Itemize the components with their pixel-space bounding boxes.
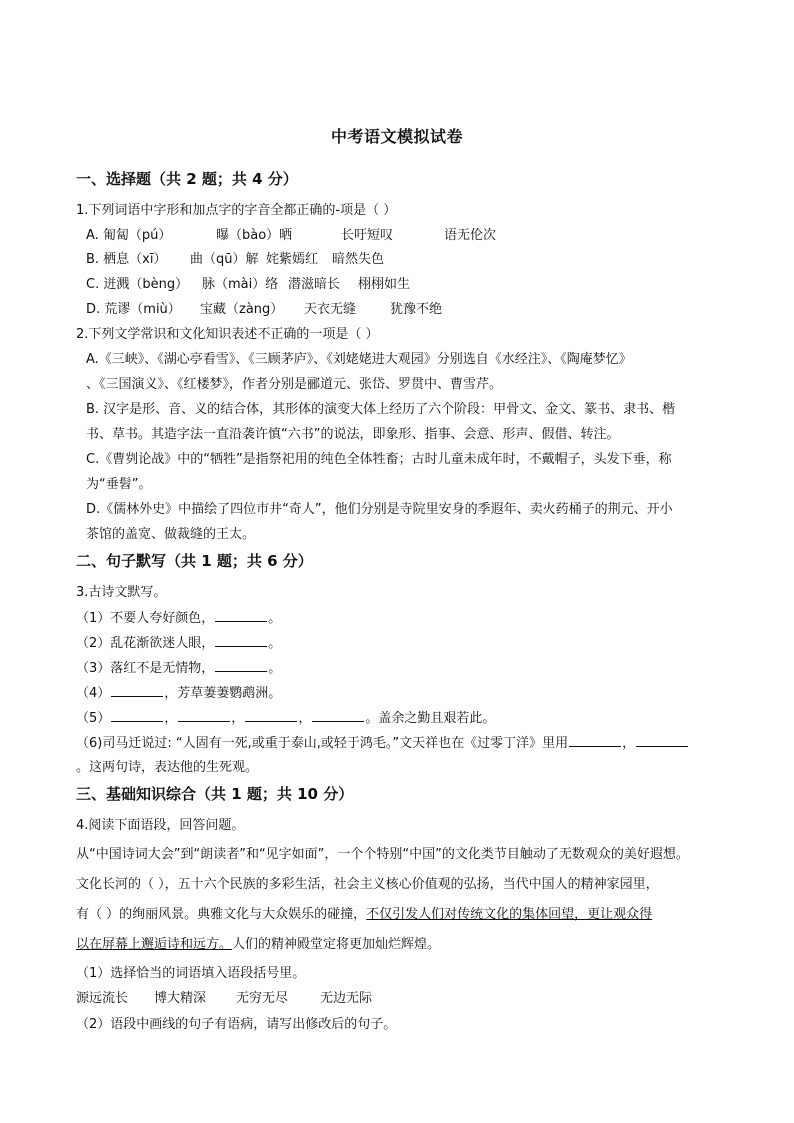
answer-blank[interactable] bbox=[569, 734, 621, 747]
page-title: 中考语文模拟试卷 bbox=[330, 127, 463, 146]
q3-line-5 bbox=[76, 709, 495, 728]
q4-p3-text: 有（ ）的绚丽风景。典雅文化与大众娱乐的碰撞， bbox=[76, 907, 367, 922]
q3-2-text: （2）乱花渐欲迷人眼， bbox=[76, 636, 215, 651]
q3-line-2 bbox=[76, 634, 281, 653]
q3-1-text: （1）不要人夸好颜色， bbox=[76, 611, 215, 626]
word-choice: 源远流长 bbox=[76, 991, 129, 1006]
q4-para-line1: 从“中国诗词大会”到“朗读者”和“见字如面”，一个个特别“中国”的文化类节目触动了无数观众的美好遐想。 bbox=[76, 847, 689, 862]
q1-a-4: 语无伦次 bbox=[444, 228, 497, 243]
q1-stem: 1.下列词语中字形和加点字的字音全都正确的-项是（ ） bbox=[76, 203, 397, 218]
q3-6-sep: ， bbox=[622, 736, 636, 751]
q2-c-line2: 为“垂髫”。 bbox=[86, 477, 152, 492]
answer-blank[interactable] bbox=[111, 684, 163, 697]
q3-line-3 bbox=[76, 659, 281, 678]
q4-stem: 4.阅读下面语段，回答问题。 bbox=[76, 818, 245, 833]
q3-5-sep: ， bbox=[298, 711, 312, 726]
q1-c-3: 潜滋暗长 bbox=[288, 277, 341, 292]
answer-blank[interactable] bbox=[215, 634, 267, 647]
q3-line-6 bbox=[76, 734, 689, 753]
word-choice: 博大精深 bbox=[154, 991, 207, 1006]
q1-a-1: A. 匍匐（pú） bbox=[86, 228, 172, 243]
q1-d-3: 天衣无缝 bbox=[304, 302, 357, 317]
q3-line-6-cont: 。这两句诗，表达他的生死观。 bbox=[76, 760, 259, 775]
q2-stem: 2.下列文学常识和文化知识表述不正确的一项是（ ） bbox=[76, 327, 379, 342]
q3-stem: 3.古诗文默写。 bbox=[76, 585, 167, 600]
answer-blank[interactable] bbox=[245, 709, 297, 722]
section-heading-choice: 一、选择题（共 2 题；共 4 分） bbox=[76, 170, 298, 188]
q3-5-text: （5） bbox=[76, 711, 111, 726]
q3-4-end: ，芳草萋萋鹦鹉洲。 bbox=[164, 686, 282, 701]
q3-line-4 bbox=[76, 684, 281, 703]
q2-d-line1: D.《儒林外史》中描绘了四位市井“奇人”，他们分别是寺院里安身的季遐年、卖火药桶子的荆元、开小 bbox=[86, 502, 673, 517]
q1-b-2: 曲（qū）解 bbox=[190, 252, 259, 267]
q3-2-end: 。 bbox=[268, 636, 282, 651]
underlined-sentence: 不仅引发人们对传统文化的集体回望，更让观众得 bbox=[366, 907, 653, 922]
q1-b-3: 姹紫嫣红 bbox=[266, 252, 319, 267]
answer-blank[interactable] bbox=[215, 609, 267, 622]
underlined-sentence-cont: 以在屏幕上邂逅诗和远方。 bbox=[76, 937, 233, 952]
q1-d-4: 犹豫不绝 bbox=[390, 302, 443, 317]
q4-sub1: （1）选择恰当的词语填入语段括号里。 bbox=[76, 966, 306, 981]
q1-d-2: 宝藏（zàng） bbox=[200, 302, 284, 317]
q2-b-line1: B. 汉字是形、音、义的结合体，其形体的演变大体上经历了六个阶段：甲骨文、金文、篆书、隶书、楷 bbox=[86, 402, 676, 417]
q1-a-2: 曝（bào）晒 bbox=[216, 228, 293, 243]
q4-para-line3 bbox=[76, 906, 652, 924]
q4-sub2: （2）语段中画线的句子有语病，请写出修改后的句子。 bbox=[76, 1017, 397, 1032]
answer-blank[interactable] bbox=[111, 709, 163, 722]
q4-para-line4 bbox=[76, 936, 440, 954]
q3-5-sep: ， bbox=[231, 711, 245, 726]
q4-p4-text: 人们的精神殿堂定将更加灿烂辉煌。 bbox=[232, 937, 441, 952]
q1-c-1: C. 迸溅（bèng） bbox=[86, 277, 189, 292]
q1-b-4: 暗然失色 bbox=[332, 252, 385, 267]
q3-line-1 bbox=[76, 609, 281, 628]
section-heading-knowledge: 三、基础知识综合（共 1 题；共 10 分） bbox=[76, 785, 354, 803]
q2-b-line2: 书、草书。其造字法一直沿袭许慎“六书”的说法，即象形、指事、会意、形声、假借、转注。 bbox=[86, 427, 620, 442]
answer-blank[interactable] bbox=[178, 709, 230, 722]
q4-para-line2: 文化长河的（ ），五十六个民族的多彩生活，社会主义核心价值观的弘扬，当代中国人的精神家园里， bbox=[76, 877, 659, 892]
q2-d-line2: 茶馆的盖宽、做裁缝的王太。 bbox=[86, 527, 256, 542]
q1-b-1: B. 栖息（xī） bbox=[86, 252, 167, 267]
answer-blank[interactable] bbox=[215, 659, 267, 672]
q1-a-3: 长吁短叹 bbox=[341, 228, 394, 243]
section-heading-recitation: 二、句子默写（共 1 题；共 6 分） bbox=[76, 552, 313, 570]
word-choice: 无穷无尽 bbox=[236, 991, 289, 1006]
q1-c-4: 栩栩如生 bbox=[358, 277, 411, 292]
q3-5-end: 。盖余之勤且艰若此。 bbox=[365, 711, 496, 726]
q3-6-text: （6)司马迁说过: “人固有一死,或重于泰山,或轻于鸿毛。”文天祥也在《过零丁洋》里用 bbox=[76, 736, 569, 751]
q3-4-text: （4） bbox=[76, 686, 111, 701]
word-choice: 无边无际 bbox=[320, 991, 373, 1006]
q2-a-line1: A.《三峡》、《湖心亭看雪》、《三顾茅庐》、《刘姥姥进大观园》分别选自《水经注》、《陶庵梦忆》 bbox=[86, 352, 632, 367]
answer-blank[interactable] bbox=[312, 709, 364, 722]
q3-3-text: （3）落红不是无情物， bbox=[76, 661, 215, 676]
q2-c-line1: C.《曹刿论战》中的“牺牲”是指祭祀用的纯色全体牲畜；古时儿童未成年时，不戴帽子，头发下垂，称 bbox=[86, 452, 672, 467]
q3-1-end: 。 bbox=[268, 611, 282, 626]
q3-3-end: 。 bbox=[268, 661, 282, 676]
answer-blank[interactable] bbox=[636, 734, 688, 747]
q3-5-sep: ， bbox=[164, 711, 178, 726]
q1-c-2: 脉（mài）络 bbox=[202, 277, 279, 292]
q2-a-line2: 、《三国演义》、《红楼梦》，作者分别是郦道元、张岱、罗贯中、曹雪芹。 bbox=[86, 377, 503, 392]
q1-d-1: D. 荒谬（miù） bbox=[86, 302, 181, 317]
